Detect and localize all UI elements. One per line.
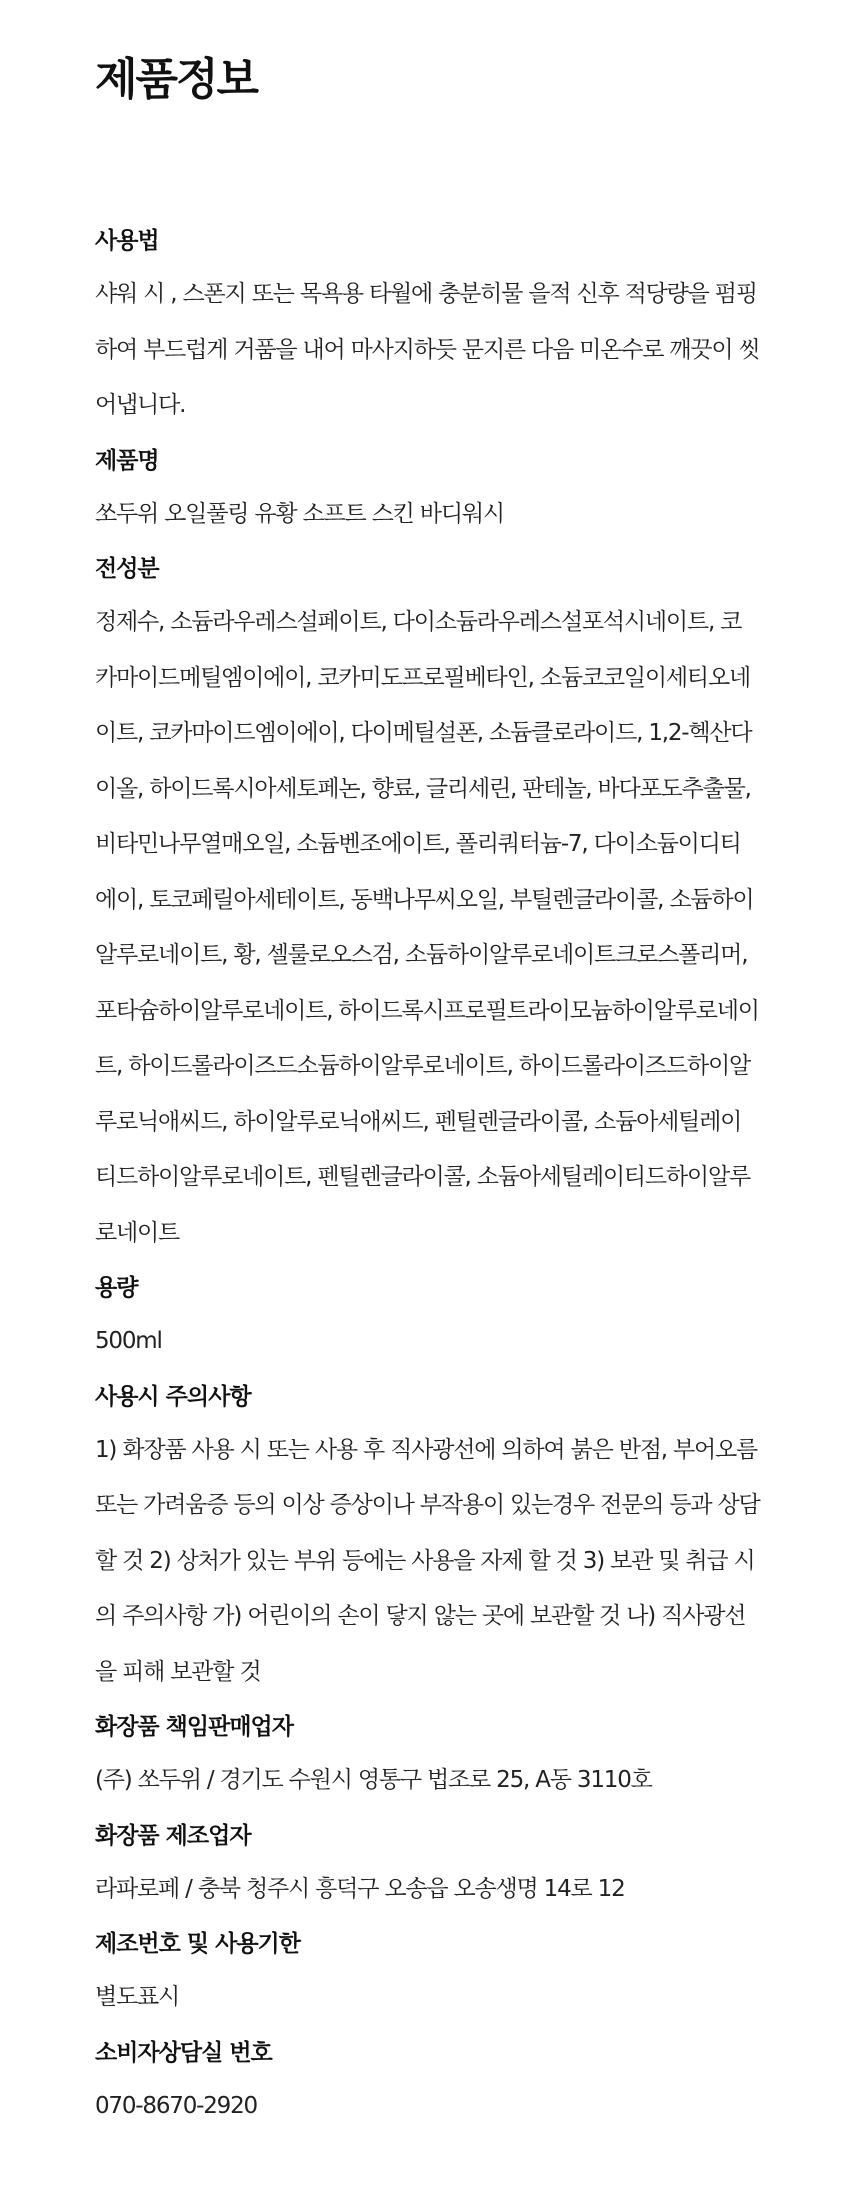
section-heading-usage: 사용법: [95, 228, 159, 254]
section-product-name: [95, 446, 760, 543]
section-responsible-seller: [95, 1712, 760, 1809]
section-heading-volume: 용량: [95, 1275, 138, 1301]
product-info-sections: [95, 226, 760, 2134]
section-ingredients: [95, 554, 760, 1261]
section-heading-lot-expiry: 제조번호 및 사용기한: [95, 1931, 300, 1957]
section-manufacturer: [95, 1821, 760, 1918]
section-lot-expiry: [95, 1929, 760, 2026]
section-body-ingredients: 정제수, 소듐라우레스설페이트, 다이소듐라우레스설포석시네이트, 코카마이드메틸엠이에이, 코카미도프로필베타인, 소듐코코일이세티오네이트, 코카마이드엠이에이, 다이메틸설폰, 소듐클로라이드, 1,2-헥산다이올, 하이드록시아세토페논, 향료, 글리세린, 판테놀, 바다포도추출물, 비타민나무열매오일, 소듐벤조에이트, 폴리쿼터늄-7, 다이소듐이디티에이, 토코페릴아세테이트, 동백나무씨오일, 부틸렌글라이콜, 소듐하이알루로네이트, 황, 셀룰로오스검, 소듐하이알루로네이트크로스폴리머, 포타슘하이알루로네이트, 하이드록시프로필트라이모늄하이알루로네이트, 하이드롤라이즈드소듐하이알루로네이트, 하이드롤라이즈드하이알루로닉애씨드, 하이알루로닉애씨드, 펜틸렌글라이콜, 소듐아세틸레이티드하이알루로네이트, 펜틸렌글라이콜, 소듐아세틸레이티드하이알루로네이트: [95, 609, 759, 1246]
section-body-responsible-seller: (주) 쏘두위 / 경기도 수원시 영통구 법조로 25, A동 3110호: [95, 1767, 652, 1793]
section-body-lot-expiry: 별도표시: [95, 1984, 180, 2010]
section-body-precautions: 1) 화장품 사용 시 또는 사용 후 직사광선에 의하여 붉은 반점, 부어오름 또는 가려움증 등의 이상 증상이나 부작용이 있는경우 전문의 등과 상담할 것 2) 상처가 있는 부위 등에는 사용을 자제 할 것 3) 보관 및 취급 시의 주의사항 가) 어린이의 손이 닿지 않는 곳에 보관할 것 나) 직사광선을 피해 보관할 것: [95, 1436, 760, 1685]
section-precautions: [95, 1382, 760, 1701]
section-volume: [95, 1273, 760, 1370]
section-customer-service: [95, 2038, 760, 2135]
page-title: 제품정보: [95, 54, 258, 105]
section-heading-precautions: 사용시 주의사항: [95, 1383, 251, 1410]
section-heading-responsible-seller: 화장품 책임판매업자: [95, 1714, 293, 1740]
section-body-product-name: 쏘두위 오일풀링 유황 소프트 스킨 바디워시: [95, 500, 504, 527]
section-heading-ingredients: 전성분: [95, 556, 159, 582]
section-heading-customer-service: 소비자상담실 번호: [95, 2039, 272, 2066]
section-body-usage: 샤워 시 , 스폰지 또는 목욕용 타월에 충분히물 을적 신후 적당량을 펌핑하여 부드럽게 거품을 내어 마사지하듯 문지른 다음 미온수로 깨끗이 씻어냅니다.: [95, 281, 760, 418]
section-heading-product-name: 제품명: [95, 447, 159, 474]
section-usage: [95, 226, 760, 434]
section-body-manufacturer: 라파로페 / 충북 청주시 흥덕구 오송읍 오송생명 14로 12: [95, 1875, 625, 1902]
section-heading-manufacturer: 화장품 제조업자: [95, 1822, 251, 1849]
section-body-customer-service-phone: 070-8670-2920: [95, 2092, 257, 2119]
section-body-volume: 500ml: [95, 1328, 162, 1354]
